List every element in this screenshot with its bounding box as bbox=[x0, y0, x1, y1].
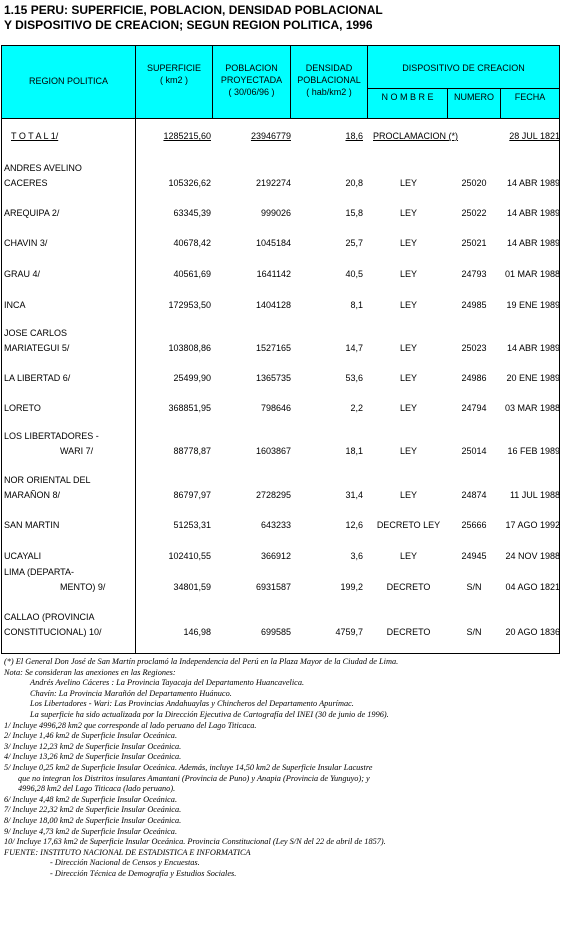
footnote-line: 5/ Incluye 0,25 km2 de Superficie Insular Oceánica. Además, incluye 14,50 km2 de Superficie Insular Lacustre bbox=[4, 762, 373, 772]
footnote-line: 9/ Incluye 4,73 km2 de Superficie Insular Oceánica. bbox=[4, 826, 178, 836]
dispositivo-nombre: DECRETO bbox=[386, 582, 431, 592]
superficie-value: 25499,90 bbox=[173, 373, 211, 383]
poblacion-value: 366912 bbox=[260, 551, 291, 561]
region-name: UCAYALI bbox=[4, 551, 42, 561]
footnote-line: 7/ Incluye 22,32 km2 de Superficie Insular Oceánica. bbox=[4, 805, 182, 815]
total-poblacion: 23946779 bbox=[250, 131, 291, 141]
col-divider bbox=[367, 46, 368, 118]
dispositivo-numero: 24874 bbox=[461, 490, 487, 500]
header-nombre: N O M B R E bbox=[381, 92, 434, 102]
densidad-value: 53,6 bbox=[345, 373, 363, 383]
dispositivo-numero: 25020 bbox=[461, 178, 487, 188]
dispositivo-fecha: 16 FEB 1989 bbox=[507, 446, 560, 456]
region-name-cont: CACERES bbox=[4, 178, 48, 188]
dispositivo-fecha: 24 NOV 1988 bbox=[505, 551, 560, 561]
poblacion-value: 1404128 bbox=[255, 300, 291, 310]
footnote-line: 6/ Incluye 4,48 km2 de Superficie Insular Oceánica. bbox=[4, 794, 178, 804]
poblacion-value: 1365735 bbox=[255, 373, 291, 383]
poblacion-value: 1641142 bbox=[256, 269, 291, 279]
densidad-value: 40,5 bbox=[345, 269, 363, 279]
region-name-cont: CONSTITUCIONAL) 10/ bbox=[4, 627, 102, 637]
superficie-value: 146,98 bbox=[183, 627, 211, 637]
densidad-value: 14,7 bbox=[345, 343, 363, 353]
dispositivo-nombre: LEY bbox=[399, 208, 417, 218]
region-name: NOR ORIENTAL DEL bbox=[4, 475, 91, 485]
region-name: LA LIBERTAD 6/ bbox=[4, 373, 71, 383]
footnote-line: 2/ Incluye 1,46 km2 de Superficie Insular Oceánica. bbox=[4, 731, 178, 741]
region-name: CHAVIN 3/ bbox=[4, 238, 48, 248]
footnote-line: FUENTE: INSTITUTO NACIONAL DE ESTADISTICA E INFORMATICA bbox=[4, 847, 251, 857]
region-name: SAN MARTIN bbox=[4, 520, 60, 530]
total-label: T O T A L 1/ bbox=[11, 131, 59, 141]
footnote-line: 3/ Incluye 12,23 km2 de Superficie Insular Oceánica. bbox=[4, 741, 182, 751]
total-densidad: 18,6 bbox=[345, 131, 363, 141]
dispositivo-nombre: LEY bbox=[399, 446, 417, 456]
region-name-cont: WARI 7/ bbox=[60, 446, 94, 456]
dispositivo-nombre: LEY bbox=[399, 343, 417, 353]
footnote-line: Andrés Avelino Cáceres : La Provincia Tayacaja del Departamento Huancavelica. bbox=[30, 678, 305, 688]
region-name: ANDRES AVELINO bbox=[4, 163, 82, 173]
dispositivo-fecha: 04 AGO 1821 bbox=[505, 582, 560, 592]
densidad-value: 4759,7 bbox=[335, 627, 363, 637]
dispositivo-nombre: DECRETO bbox=[386, 627, 431, 637]
region-name-cont: MENTO) 9/ bbox=[60, 582, 106, 592]
title-line-2: Y DISPOSITIVO DE CREACION; SEGUN REGION POLITICA, 1996 bbox=[4, 18, 373, 32]
dispositivo-nombre: LEY bbox=[399, 373, 417, 383]
poblacion-value: 2728295 bbox=[255, 490, 291, 500]
dispositivo-numero: 24945 bbox=[461, 551, 487, 561]
dispositivo-numero: 25666 bbox=[461, 520, 487, 530]
dispositivo-fecha: 01 MAR 1988 bbox=[504, 269, 560, 279]
footnote-line: 10/ Incluye 17,63 km2 de Superficie Insular Oceánica. Provincia Constitucional (Ley S/N del 22 de abril de 1857). bbox=[4, 837, 386, 847]
densidad-value: 12,6 bbox=[345, 520, 363, 530]
densidad-value: 3,6 bbox=[350, 551, 363, 561]
dispositivo-numero: 24794 bbox=[461, 403, 487, 413]
header-superficie: SUPERFICIE ( km2 ) bbox=[146, 63, 201, 85]
dispositivo-numero: 24793 bbox=[461, 269, 487, 279]
superficie-value: 105326,62 bbox=[168, 178, 211, 188]
dispositivo-numero: 25021 bbox=[461, 238, 487, 248]
total-fecha: 28 JUL 1821 bbox=[509, 131, 560, 141]
poblacion-value: 6931587 bbox=[255, 582, 291, 592]
densidad-value: 199,2 bbox=[340, 582, 363, 592]
dispositivo-nombre: DECRETO LEY bbox=[376, 520, 441, 530]
superficie-value: 102410,55 bbox=[168, 551, 211, 561]
superficie-value: 88778,87 bbox=[173, 446, 211, 456]
poblacion-value: 1527165 bbox=[255, 343, 291, 353]
footnote-line: 8/ Incluye 18,00 km2 de Superficie Insular Oceánica. bbox=[4, 815, 182, 825]
footnote-line: Nota: Se consideran las anexiones en las Regiones: bbox=[4, 667, 176, 677]
header-bottom-border bbox=[2, 118, 559, 119]
footnote-line: Los Libertadores - Wari: Las Provincias Andahuaylas y Chincheros del Departamento Apurímac. bbox=[30, 699, 354, 709]
dispositivo-fecha: 14 ABR 1989 bbox=[506, 208, 560, 218]
densidad-value: 18,1 bbox=[345, 446, 363, 456]
dispositivo-nombre: LEY bbox=[399, 269, 417, 279]
region-name: LIMA (DEPARTA- bbox=[4, 567, 75, 577]
region-name: INCA bbox=[4, 300, 26, 310]
footnote-line: Chavín: La Provincia Marañón del Departamento Huánuco. bbox=[30, 688, 232, 698]
header-subrow-divider bbox=[367, 88, 559, 89]
superficie-value: 103808,86 bbox=[168, 343, 211, 353]
total-nombre: PROCLAMACION (*) bbox=[373, 131, 459, 141]
region-name: LOS LIBERTADORES - bbox=[4, 431, 99, 441]
dispositivo-nombre: LEY bbox=[399, 403, 417, 413]
footnotes bbox=[4, 657, 560, 879]
footnote-line: La superficie ha sido actualizada por la Dirección Ejecutiva de Cartografía del INEI (30 de junio de 1996). bbox=[30, 709, 389, 719]
dispositivo-numero: 25022 bbox=[461, 208, 487, 218]
dispositivo-fecha: 03 MAR 1988 bbox=[504, 403, 560, 413]
superficie-value: 172953,50 bbox=[168, 300, 211, 310]
poblacion-value: 2192274 bbox=[255, 178, 291, 188]
header-dispositivo: DISPOSITIVO DE CREACION bbox=[402, 63, 525, 73]
dispositivo-fecha: 11 JUL 1988 bbox=[509, 490, 560, 500]
footnote-line: 4/ Incluye 13,26 km2 de Superficie Insular Oceánica. bbox=[4, 752, 182, 762]
dispositivo-numero: S/N bbox=[466, 627, 482, 637]
footnote-line: - Dirección Técnica de Demografía y Estudios Sociales. bbox=[50, 868, 237, 878]
superficie-value: 86797,97 bbox=[173, 490, 211, 500]
densidad-value: 31,4 bbox=[345, 490, 363, 500]
superficie-value: 63345,39 bbox=[173, 208, 211, 218]
dispositivo-fecha: 20 AGO 1836 bbox=[505, 627, 560, 637]
footnote-line: (*) El General Don José de San Martín proclamó la Independencia del Perú en la Plaza Mayor de la Ciudad de Lima. bbox=[4, 657, 399, 666]
superficie-value: 368851,95 bbox=[168, 403, 211, 413]
dispositivo-fecha: 14 ABR 1989 bbox=[506, 178, 560, 188]
poblacion-value: 999026 bbox=[260, 208, 291, 218]
total-superficie: 1285215,60 bbox=[163, 131, 211, 141]
poblacion-value: 1603867 bbox=[255, 446, 291, 456]
superficie-value: 51253,31 bbox=[173, 520, 211, 530]
poblacion-value: 798646 bbox=[260, 403, 291, 413]
dispositivo-fecha: 19 ENE 1989 bbox=[506, 300, 560, 310]
superficie-value: 34801,59 bbox=[173, 582, 211, 592]
dispositivo-numero: 25023 bbox=[461, 343, 487, 353]
dispositivo-nombre: LEY bbox=[399, 551, 417, 561]
dispositivo-numero: 24986 bbox=[461, 373, 487, 383]
densidad-value: 15,8 bbox=[345, 208, 363, 218]
header-region: REGION POLITICA bbox=[28, 76, 108, 86]
poblacion-value: 1045184 bbox=[255, 238, 291, 248]
footnote-line: 4996,28 km2 del Lago Titicaca (lado peruano). bbox=[18, 784, 176, 794]
dispositivo-numero: 24985 bbox=[461, 300, 487, 310]
densidad-value: 8,1 bbox=[350, 300, 363, 310]
densidad-value: 20,8 bbox=[345, 178, 363, 188]
dispositivo-nombre: LEY bbox=[399, 178, 417, 188]
densidad-value: 2,2 bbox=[350, 403, 363, 413]
dispositivo-numero: 25014 bbox=[461, 446, 487, 456]
dispositivo-nombre: LEY bbox=[399, 490, 417, 500]
dispositivo-numero: S/N bbox=[466, 582, 482, 592]
densidad-value: 25,7 bbox=[345, 238, 363, 248]
poblacion-value: 699585 bbox=[260, 627, 291, 637]
superficie-value: 40561,69 bbox=[173, 269, 211, 279]
footnote-line: 1/ Incluye 4996,28 km2 que corresponde al lado peruano del Lago Titicaca. bbox=[4, 720, 257, 730]
header-numero: NUMERO bbox=[454, 92, 494, 102]
dispositivo-fecha: 20 ENE 1989 bbox=[506, 373, 560, 383]
superficie-value: 40678,42 bbox=[173, 238, 211, 248]
region-name: GRAU 4/ bbox=[4, 269, 41, 279]
dispositivo-nombre: LEY bbox=[399, 300, 417, 310]
page-title bbox=[4, 3, 383, 33]
header-fecha: FECHA bbox=[514, 92, 546, 102]
poblacion-value: 643233 bbox=[260, 520, 291, 530]
dispositivo-fecha: 17 AGO 1992 bbox=[505, 520, 560, 530]
region-name-cont: MARIATEGUI 5/ bbox=[4, 343, 70, 353]
dispositivo-fecha: 14 ABR 1989 bbox=[506, 238, 560, 248]
region-name: JOSE CARLOS bbox=[4, 328, 68, 338]
title-line-1: 1.15 PERU: SUPERFICIE, POBLACION, DENSIDAD POBLACIONAL bbox=[4, 3, 383, 17]
footnote-line: - Dirección Nacional de Censos y Encuestas. bbox=[50, 858, 200, 868]
region-name: LORETO bbox=[4, 403, 41, 413]
header-poblacion: POBLACION PROYECTADA ( 30/06/96 ) bbox=[220, 63, 283, 97]
dispositivo-fecha: 14 ABR 1989 bbox=[506, 343, 560, 353]
header-densidad: DENSIDAD POBLACIONAL ( hab/km2 ) bbox=[297, 63, 361, 97]
region-name-cont: MARAÑON 8/ bbox=[4, 490, 61, 500]
dispositivo-nombre: LEY bbox=[399, 238, 417, 248]
region-name: AREQUIPA 2/ bbox=[4, 208, 60, 218]
footnote-line: que no integran los Distritos insulares Amantani (Provincia de Puno) y Anapia (Provincia de Yunguyo); y bbox=[18, 773, 370, 783]
region-name: CALLAO (PROVINCIA bbox=[4, 612, 95, 622]
